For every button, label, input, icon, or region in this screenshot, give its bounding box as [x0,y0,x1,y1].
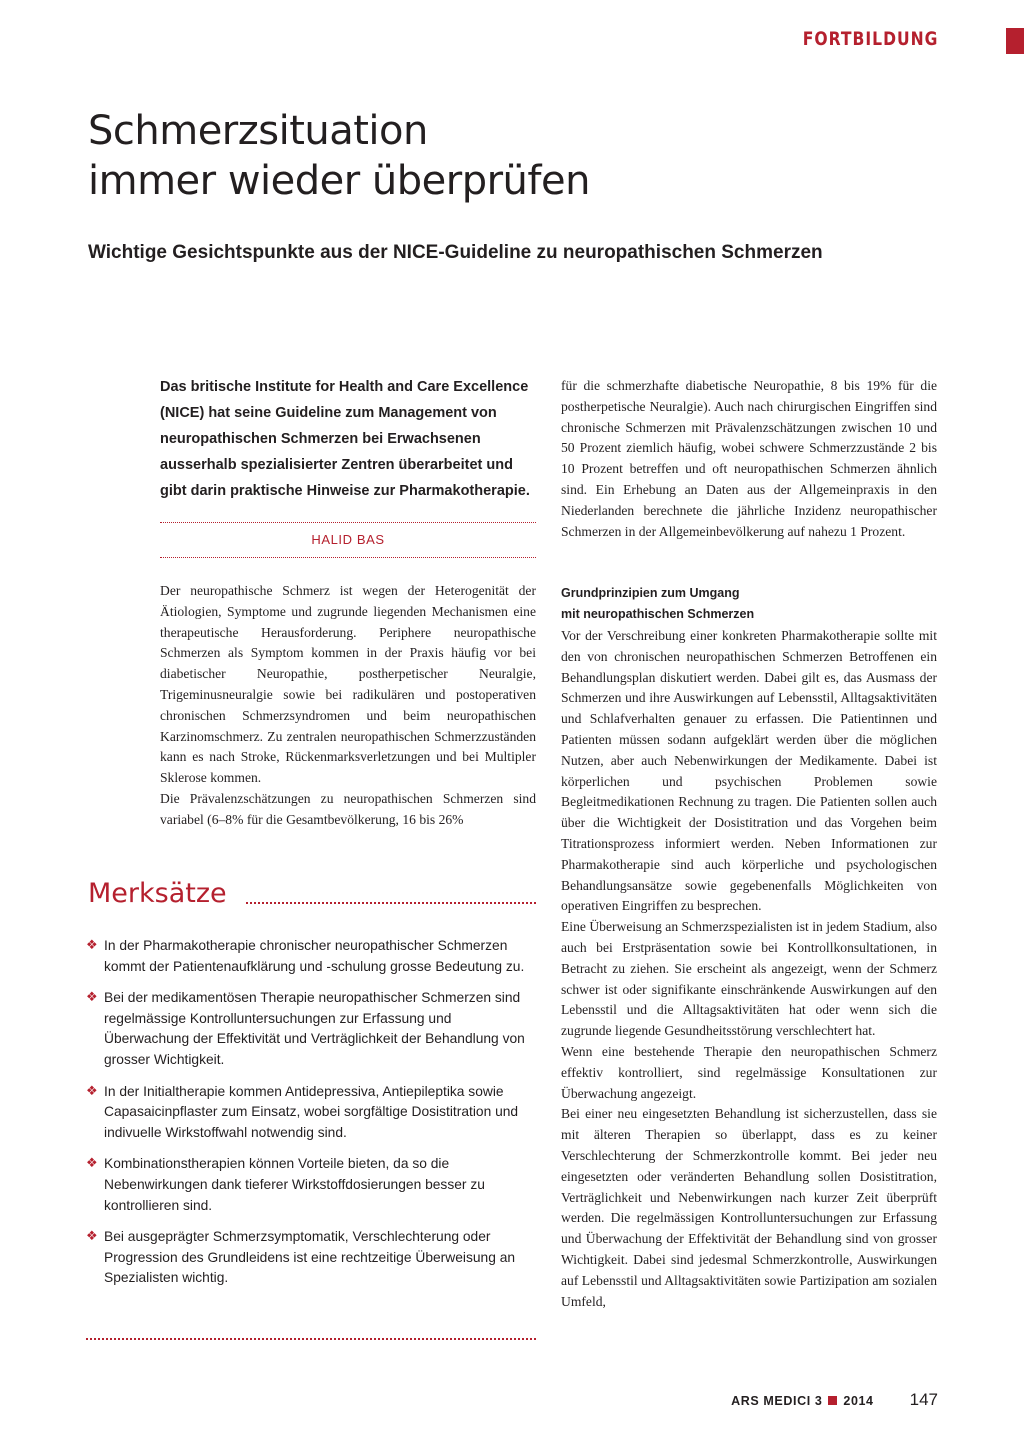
merksaetze-item [86,988,536,1070]
body-paragraph: Vor der Verschreibung einer konkreten Pharmakotherapie sollte mit den von chronischen neuropathischen Schmerzen Betroffenen ein Behandlungsplan diskutiert werden. Dabei gilt es, das Ausmass der Schmerzen und ihre Auswirkungen auf Lebensstil, Alltagsaktivitäten und Schlafverhalten genauer zu erfassen. Die Patientinnen und Patienten müssen sodann aufgeklärt werden über die möglichen Nutzen, aber auch Nebenwirkungen der Medikamente. Dabei ist körperlichen und psychischen Problemen sowie Begleitmedikationen Rechnung zu tragen. Die Patienten sollen auch über die Wichtigkeit der Dosistitration und das Vorgehen beim Titrationsprozess informiert werden. Neben Informationen zur Pharmakotherapie sind auch körperliche und psychologischen Behandlungsansätze sowie gegebenenfalls Möglichkeiten von operativen Eingriffen zu besprechen. [561,628,937,914]
diamond-bullet-icon: ❖ [86,1156,98,1172]
merksaetze-heading: Merksätze [88,878,227,909]
article-title [88,106,590,206]
title-line-2: immer wieder überprüfen [88,158,590,204]
author-name: HALID BAS [311,532,385,547]
merksaetze-bottom-divider [86,1338,536,1340]
section-marker-bar [1006,28,1024,54]
section-subheading [561,583,937,625]
page-footer [731,1390,938,1410]
merksaetze-item [86,1227,536,1289]
merksaetze-item-text: In der Pharmakotherapie chronischer neuropathischer Schmerzen kommt der Patientenaufklärung und -schulung grosse Bedeutung zu. [104,938,525,974]
subheading-line-2: mit neuropathischen Schmerzen [561,607,755,621]
diamond-bullet-icon: ❖ [86,1229,98,1245]
subheading-line-1: Grundprinzipien zum Umgang [561,586,740,600]
author-box [160,522,536,558]
merksaetze-list [86,936,536,1300]
body-column-right [561,626,937,1312]
merksaetze-item-text: Kombinationstherapien können Vorteile bieten, da so die Nebenwirkungen dank tieferer Wirkstoffdosierungen besser zu kontrollieren sind. [104,1156,485,1213]
body-paragraph: Der neuropathische Schmerz ist wegen der Heterogenität der Ätiologien, Symptome und zugrunde liegenden Mechanismen eine therapeutische Herausforderung. Periphere neuropathische Schmerzen als Symptom kommen in der Praxis häufig vor bei diabetischer Neuropathie, postherpetischer Neuralgie, Trigeminusneuralgie sowie bei radikulären und postoperativen chronischen Schmerzsyndromen und beim neuropathischen Karzinomschmerz. Zu zentralen neuropathischen Schmerzzuständen kann es nach Stroke, Rückenmarksverletzungen und bei Multipler Sklerose kommen. [160,583,536,786]
square-separator-icon [828,1396,837,1405]
body-paragraph: Bei einer neu eingesetzten Behandlung ist sicherzustellen, dass sie mit älteren Therapien so überlappt, dass es zu keiner Verschlechterung der Schmerzkontrolle kommt. Bei jeder neu eingesetzten oder veränderten Behandlung sollen Dosistitration, Verträglichkeit und Nebenwirkungen nach kurzer Zeit überprüft werden. Die regelmässigen Kontrolluntersuchungen zur Erfassung und Überwachung der Effektivität der Behandlung sind von grosser Wichtigkeit. Dabei sind jedesmal Schmerzkontrolle, Auswirkungen auf Lebensstil und Alltagsaktivitäten sowie Partizipation am sozialen Umfeld, [561,1106,937,1309]
merksaetze-item-text: Bei der medikamentösen Therapie neuropathischer Schmerzen sind regelmässige Kontrolluntersuchungen zur Erfassung und Überwachung der Effektivität und Verträglichkeit der Behandlung von grosser Wichtigkeit. [104,990,525,1067]
body-paragraph: Die Prävalenzschätzungen zu neuropathischen Schmerzen sind variabel (6–8% für die Gesamtbevölkerung, 16 bis 26% [160,790,536,827]
body-paragraph: für die schmerzhafte diabetische Neuropathie, 8 bis 19% für die postherpetische Neuralgie). Auch nach chirurgischen Eingriffen sind chronische Schmerzen mit Prävalenzschätzungen zwischen 10 und 50 Prozent ziemlich häufig, wobei schwere Schmerzzustände 2 bis 10 Prozent betreffen und oft neuropathischen Schmerzen ähnlich sind. Ein Erhebung an Daten aus der Allgemeinpraxis in den Niederlanden berechnete die jährliche Inzidenz neuropathischer Schmerzen in der Allgemeinbevölkerung auf nahezu 1 Prozent. [561,378,937,539]
merksaetze-item [86,1082,536,1144]
article-subtitle: Wichtige Gesichtspunkte aus der NICE-Guideline zu neuropathischen Schmerzen [88,242,823,263]
merksaetze-item [86,936,536,977]
body-column-right-intro [561,376,937,542]
diamond-bullet-icon: ❖ [86,938,98,953]
merksaetze-item-text: Bei ausgeprägter Schmerzsymptomatik, Verschlechterung oder Progression des Grundleidens ist eine rechtzeitige Überweisung an Spezialisten wichtig. [104,1229,516,1286]
page-number: 147 [909,1390,938,1409]
issue-year: 2014 [843,1394,874,1408]
diamond-bullet-icon: ❖ [86,1083,98,1099]
body-column-left [160,581,536,831]
diamond-bullet-icon: ❖ [86,990,98,1006]
journal-name: ARS MEDICI 3 [731,1394,823,1408]
body-paragraph: Eine Überweisung an Schmerzspezialisten ist in jedem Stadium, also auch bei Erstpräsentation sowie bei Kontrollkonsultationen, in Betracht zu ziehen. Sie erscheint als angezeigt, wenn der Schmerz schwer ist oder signifikante einschränkende Auswirkungen auf den Lebensstil und die Alltagsaktivitäten hat oder wenn sich die zugrunde liegende Gesundheitsstörung verschlechtert hat. [561,919,937,1039]
merksaetze-item [86,1154,536,1216]
merksaetze-divider [246,902,536,904]
title-line-1: Schmerzsituation [88,108,428,154]
section-label: FORTBILDUNG [802,28,938,50]
merksaetze-item-text: In der Initialtherapie kommen Antidepressiva, Antiepileptika sowie Capasaicinpflaster zum Einsatz, wobei sorgfältige Dosistitration und indivuelle Wirkstoffwahl notwendig sind. [104,1083,519,1140]
article-lead: Das britische Institute for Health and Care Excellence (NICE) hat seine Guideline zum Management von neuropathischen Schmerzen bei Erwachsenen ausserhalb spezialisierter Zentren überarbeitet und gibt darin praktische Hinweise zur Pharmakotherapie. [160,379,530,499]
body-paragraph: Wenn eine bestehende Therapie den neuropathischen Schmerz effektiv kontrolliert, sind regelmässige Konsultationen zur Überwachung angezeigt. [561,1043,937,1101]
